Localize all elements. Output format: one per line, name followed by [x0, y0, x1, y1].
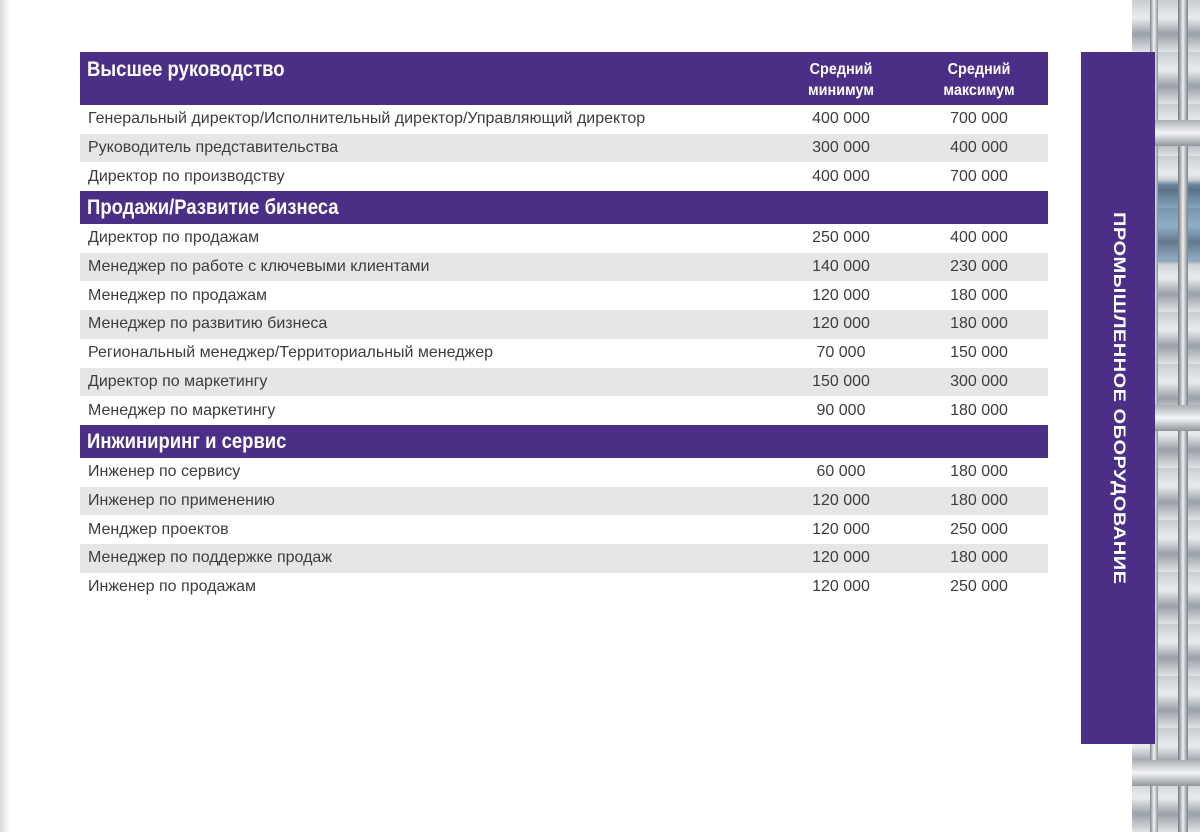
max-salary: 400 000 — [950, 139, 1008, 157]
min-salary: 120 000 — [812, 286, 870, 304]
column-header-line: Средний — [947, 61, 1011, 78]
table-row — [80, 368, 1048, 397]
photo-pipe — [1132, 760, 1200, 786]
position-name: Директор по продажам — [88, 229, 260, 247]
max-salary: 180 000 — [950, 315, 1008, 333]
position-name: Менеджер по маркетингу — [88, 401, 276, 419]
position-name: Генеральный директор/Исполнительный директор/Управляющий директор — [88, 110, 646, 128]
max-salary: 180 000 — [950, 463, 1008, 481]
min-salary: 60 000 — [816, 463, 866, 481]
section-title: Инжиниринг и сервис — [87, 429, 287, 453]
min-salary: 70 000 — [816, 344, 866, 362]
max-salary: 700 000 — [950, 110, 1008, 128]
max-salary: 300 000 — [950, 372, 1008, 390]
position-name: Менеджер по работе с ключевыми клиентами — [88, 258, 430, 276]
max-salary: 700 000 — [950, 167, 1008, 185]
table-row — [80, 162, 1048, 191]
max-salary: 400 000 — [950, 229, 1008, 247]
position-name: Менджер проектов — [88, 520, 229, 538]
min-salary: 120 000 — [812, 520, 870, 538]
column-header-min — [779, 59, 903, 101]
section-title: Высшее руководство — [87, 58, 285, 81]
min-salary: 150 000 — [812, 372, 870, 390]
column-header-max — [917, 59, 1041, 101]
table-row — [80, 253, 1048, 282]
min-salary: 400 000 — [812, 110, 870, 128]
min-salary: 400 000 — [812, 167, 870, 185]
min-salary: 120 000 — [812, 491, 870, 509]
min-salary: 90 000 — [816, 401, 866, 419]
position-name: Менеджер по поддержке продаж — [88, 549, 333, 567]
min-salary: 120 000 — [812, 315, 870, 333]
max-salary: 250 000 — [950, 520, 1008, 538]
table-row — [80, 515, 1048, 544]
position-name: Директор по производству — [88, 167, 285, 185]
column-header-line: минимум — [807, 82, 874, 99]
category-title: ПРОМЫШЛЕННОЕ ОБОРУДОВАНИЕ — [1109, 211, 1128, 585]
section-title: Продажи/Развитие бизнеса — [87, 196, 339, 220]
position-name: Инженер по сервису — [88, 463, 241, 481]
position-name: Руководитель представительства — [88, 139, 339, 157]
position-name: Инженер по применению — [88, 491, 275, 509]
max-salary: 180 000 — [950, 491, 1008, 509]
table-row — [80, 544, 1048, 573]
min-salary: 120 000 — [812, 549, 870, 567]
table-row — [80, 458, 1048, 487]
position-name: Инженер по продажам — [88, 577, 256, 595]
column-header-line: Средний — [809, 61, 873, 78]
max-salary: 180 000 — [950, 401, 1008, 419]
table-row — [80, 134, 1048, 163]
min-salary: 300 000 — [812, 139, 870, 157]
table-row — [80, 396, 1048, 425]
page-edge-shadow — [0, 0, 10, 832]
table-row — [80, 105, 1048, 134]
section-header — [80, 191, 1048, 224]
max-salary: 180 000 — [950, 286, 1008, 304]
position-name: Менеджер по развитию бизнеса — [88, 315, 328, 333]
position-name: Директор по маркетингу — [88, 372, 268, 390]
table-row — [80, 339, 1048, 368]
min-salary: 140 000 — [812, 258, 870, 276]
min-salary: 250 000 — [812, 229, 870, 247]
table-row — [80, 224, 1048, 253]
position-name: Менеджер по продажам — [88, 286, 268, 304]
column-header-line: максимум — [943, 82, 1015, 99]
category-sidebar — [1081, 52, 1155, 744]
max-salary: 180 000 — [950, 549, 1008, 567]
position-name: Региональный менеджер/Территориальный менеджер — [88, 344, 494, 362]
section-header — [80, 425, 1048, 458]
salary-table — [80, 52, 1048, 601]
max-salary: 250 000 — [950, 577, 1008, 595]
section-header — [80, 52, 1048, 105]
table-row — [80, 487, 1048, 516]
table-row — [80, 573, 1048, 602]
min-salary: 120 000 — [812, 577, 870, 595]
table-row — [80, 310, 1048, 339]
table-row — [80, 281, 1048, 310]
max-salary: 230 000 — [950, 258, 1008, 276]
max-salary: 150 000 — [950, 344, 1008, 362]
